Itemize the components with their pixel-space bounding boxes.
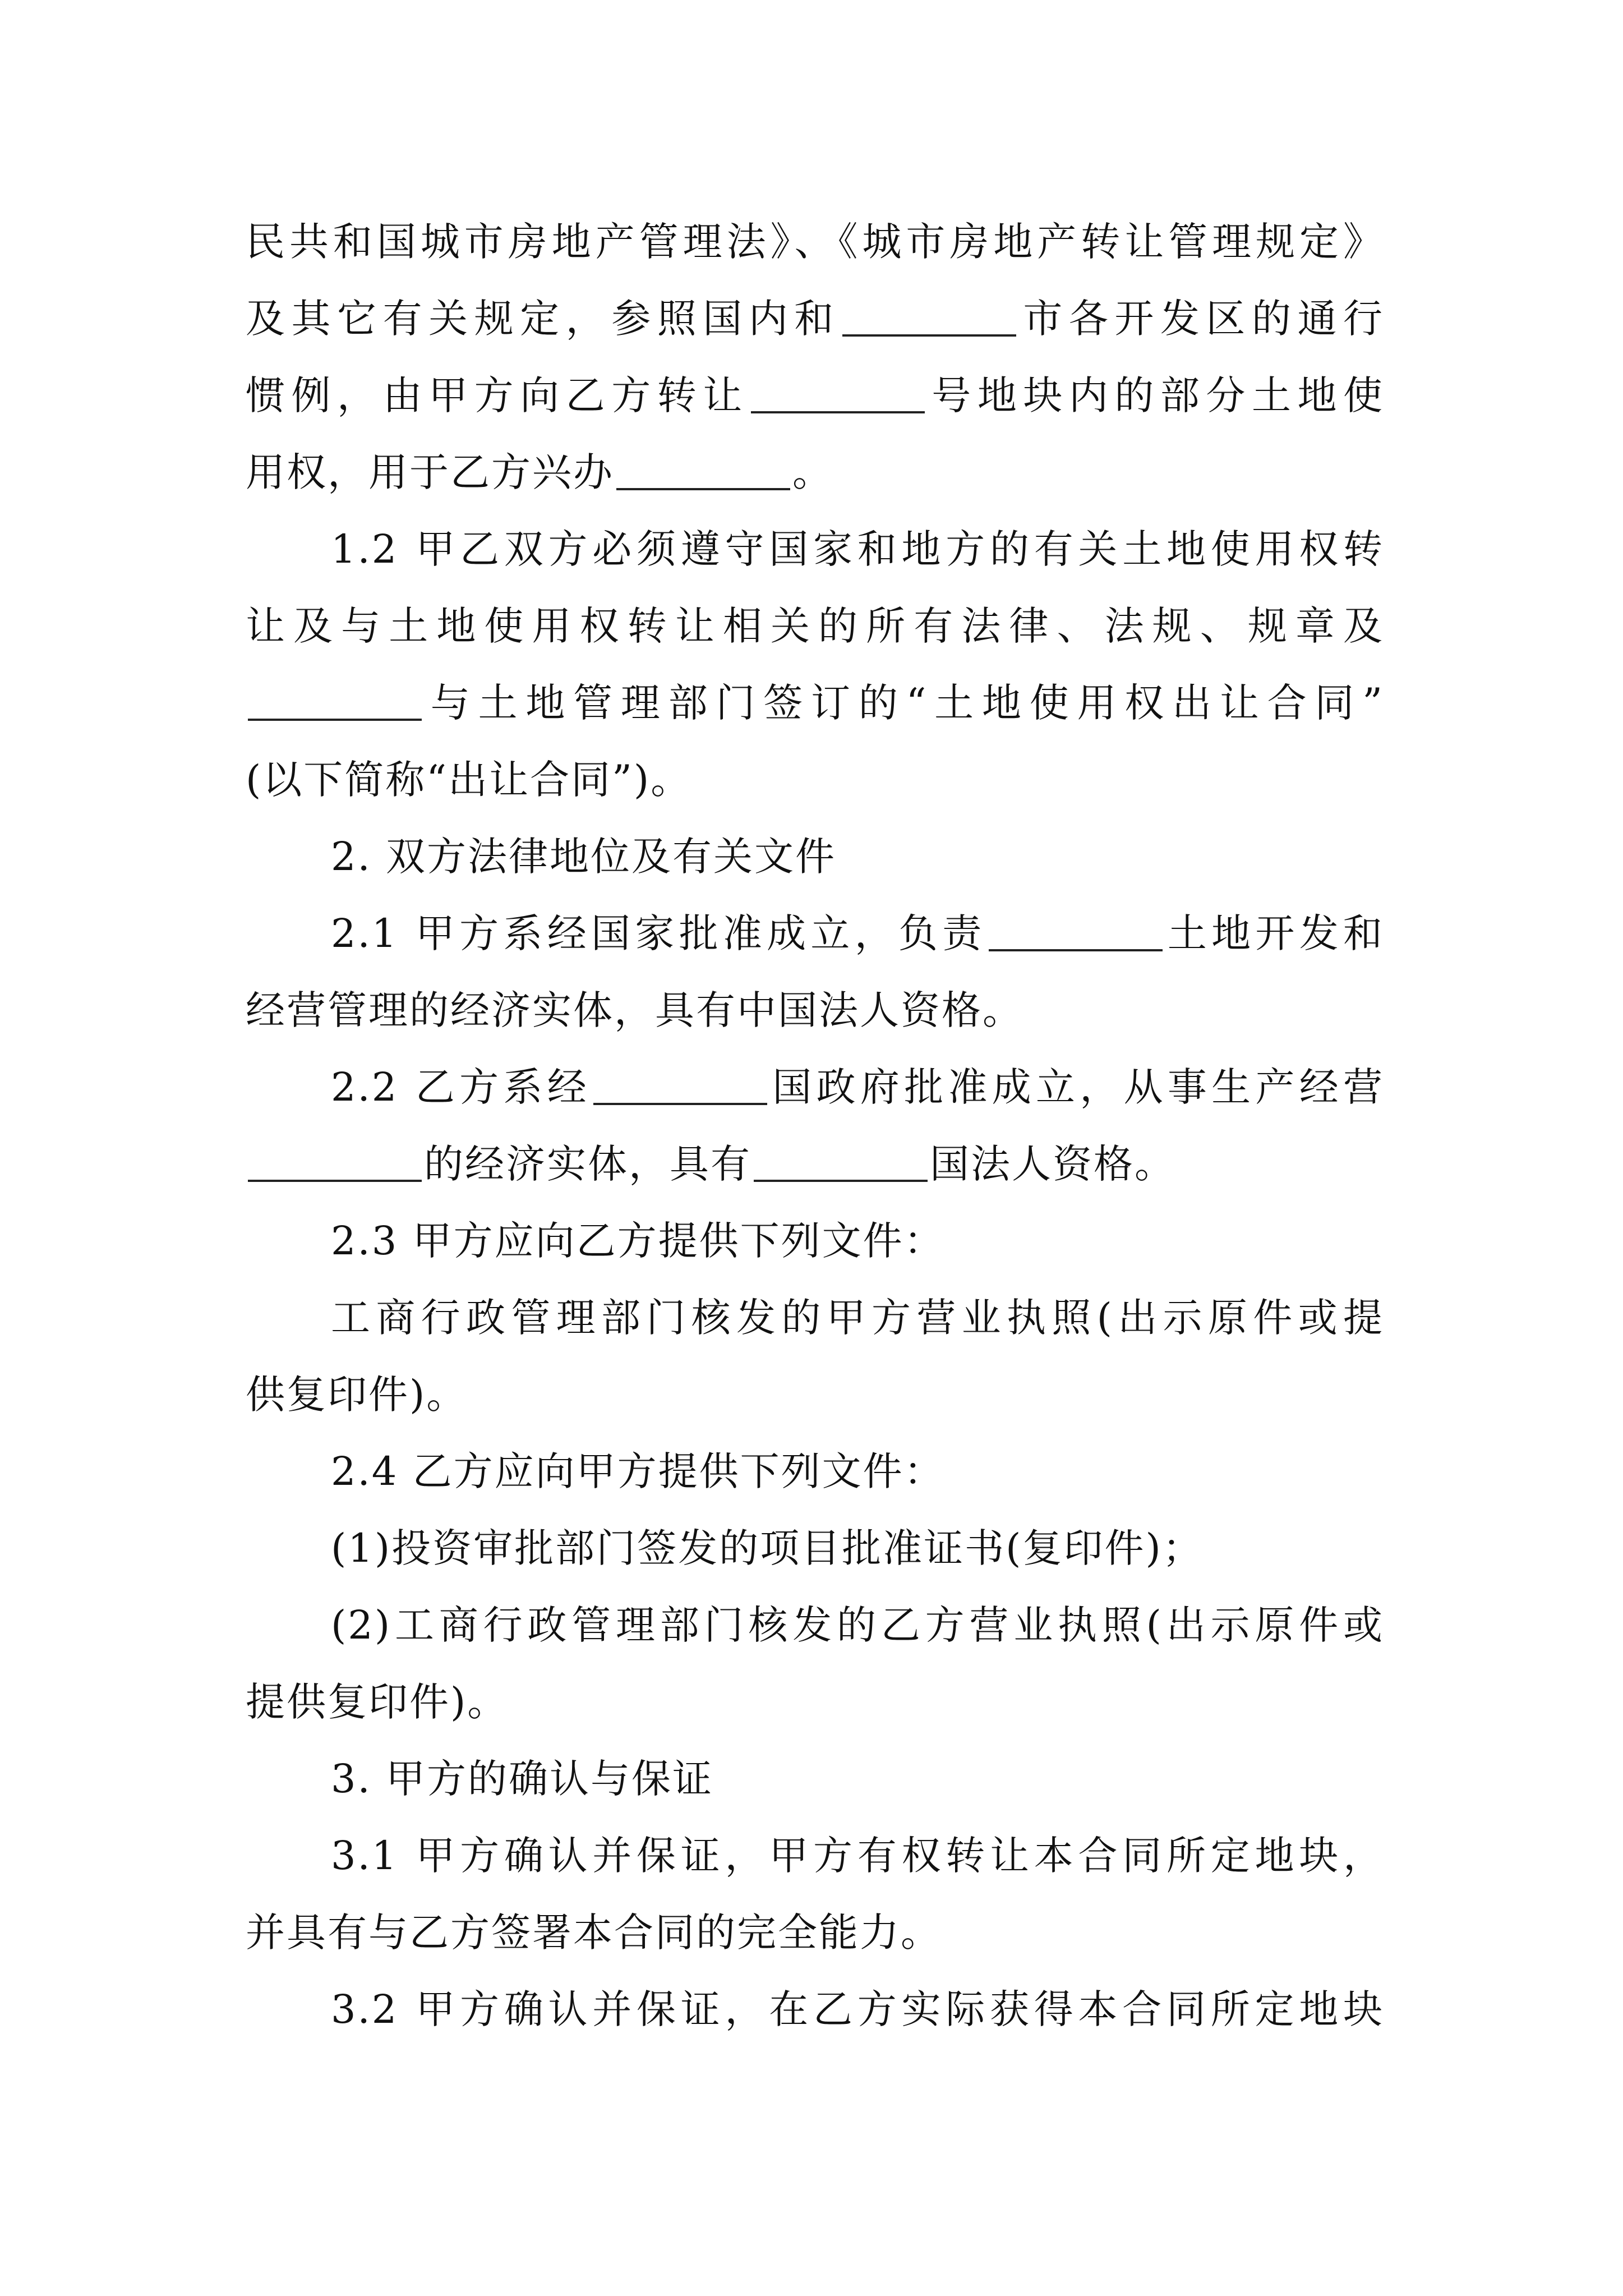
text-line-7 — [246, 672, 1384, 734]
fill-in-blank — [248, 1140, 422, 1182]
line-4-part-1: 用权，用于乙方兴办 — [246, 449, 614, 495]
fill-in-blank — [989, 910, 1163, 951]
line-22-text: 3.1 甲方确认并保证，甲方有权转让本合同所定地块， — [331, 1833, 1384, 1879]
line-13-part-2: 的经济实体，具有 — [424, 1141, 751, 1187]
line-12-part-2: 国政府批准成立，从事生产经营 — [769, 1064, 1385, 1110]
text-line-6 — [246, 595, 1384, 657]
line-4-part-2: 。 — [792, 449, 833, 495]
line-5-text: 1.2 甲乙双方必须遵守国家和地方的有关土地使用权转 — [331, 526, 1384, 572]
text-line-4 — [246, 441, 1384, 503]
line-18-text: (1)投资审批部门签发的项目批准证书(复印件)； — [331, 1525, 1204, 1571]
text-line-17 — [331, 1441, 1384, 1502]
text-line-21 — [331, 1748, 1384, 1810]
line-23-text: 并具有与乙方签署本合同的完全能力。 — [246, 1910, 942, 1955]
text-line-8 — [246, 749, 1384, 811]
section-heading-2: 2. 双方法律地位及有关文件 — [331, 834, 837, 880]
text-line-2 — [246, 288, 1384, 349]
fill-in-blank — [751, 372, 925, 413]
line-14-text: 2.3 甲方应向乙方提供下列文件： — [331, 1218, 945, 1264]
text-line-23 — [246, 1902, 1384, 1963]
line-3-part-2: 号地块内的部分土地使 — [926, 372, 1385, 418]
fill-in-blank — [842, 295, 1016, 337]
fill-in-blank — [616, 449, 790, 490]
text-line-20 — [246, 1671, 1384, 1733]
line-6-text: 让及与土地使用权转让相关的所有法律、法规、规章及 — [246, 603, 1384, 649]
line-19-text: (2)工商行政管理部门核发的乙方营业执照(出示原件或 — [331, 1602, 1384, 1648]
line-7-part-2: 与土地管理部门签订的“土地使用权出让合同” — [424, 680, 1384, 726]
text-line-24 — [331, 1978, 1384, 2040]
line-17-text: 2.4 乙方应向甲方提供下列文件： — [331, 1448, 945, 1494]
text-line-13 — [246, 1133, 1384, 1195]
text-line-9 — [331, 826, 1384, 887]
line-16-text: 供复印件)。 — [246, 1372, 468, 1418]
line-2-part-1: 及其它有关规定，参照国内和 — [246, 296, 840, 342]
text-line-12 — [331, 1056, 1384, 1118]
line-20-text: 提供复印件)。 — [246, 1679, 509, 1725]
line-11-text: 经营管理的经济实体，具有中国法人资格。 — [246, 987, 1023, 1033]
text-line-11 — [246, 979, 1384, 1041]
text-line-10 — [331, 903, 1384, 964]
line-24-text: 3.2 甲方确认并保证，在乙方实际获得本合同所定地块 — [331, 1986, 1384, 2032]
fill-in-blank — [248, 679, 422, 721]
text-line-14 — [331, 1210, 1384, 1272]
line-3-part-1: 惯例，由甲方向乙方转让 — [246, 372, 749, 418]
text-line-19 — [331, 1594, 1384, 1656]
section-heading-3: 3. 甲方的确认与保证 — [331, 1756, 714, 1802]
text-line-18 — [331, 1517, 1384, 1579]
line-10-part-1: 2.1 甲方系经国家批准成立，负责 — [331, 910, 986, 956]
line-8-text: (以下简称“出让合同”)。 — [246, 757, 692, 803]
line-12-part-1: 2.2 乙方系经 — [331, 1064, 592, 1110]
fill-in-blank — [754, 1140, 928, 1182]
text-line-3 — [246, 365, 1384, 426]
text-line-16 — [246, 1364, 1384, 1425]
text-line-5 — [331, 518, 1384, 580]
line-10-part-2: 土地开发和 — [1164, 910, 1385, 956]
line-15-text: 工商行政管理部门核发的甲方营业执照(出示原件或提 — [331, 1295, 1384, 1341]
line-1-text: 民共和国城市房地产管理法》、《城市房地产转让管理规定》 — [246, 219, 1384, 265]
text-line-1 — [246, 211, 1384, 273]
line-2-part-2: 市各开发区的通行 — [1018, 296, 1385, 342]
line-13-part-3: 国法人资格。 — [930, 1141, 1175, 1187]
fill-in-blank — [593, 1064, 767, 1105]
text-line-22 — [331, 1825, 1384, 1887]
text-line-15 — [331, 1287, 1384, 1349]
